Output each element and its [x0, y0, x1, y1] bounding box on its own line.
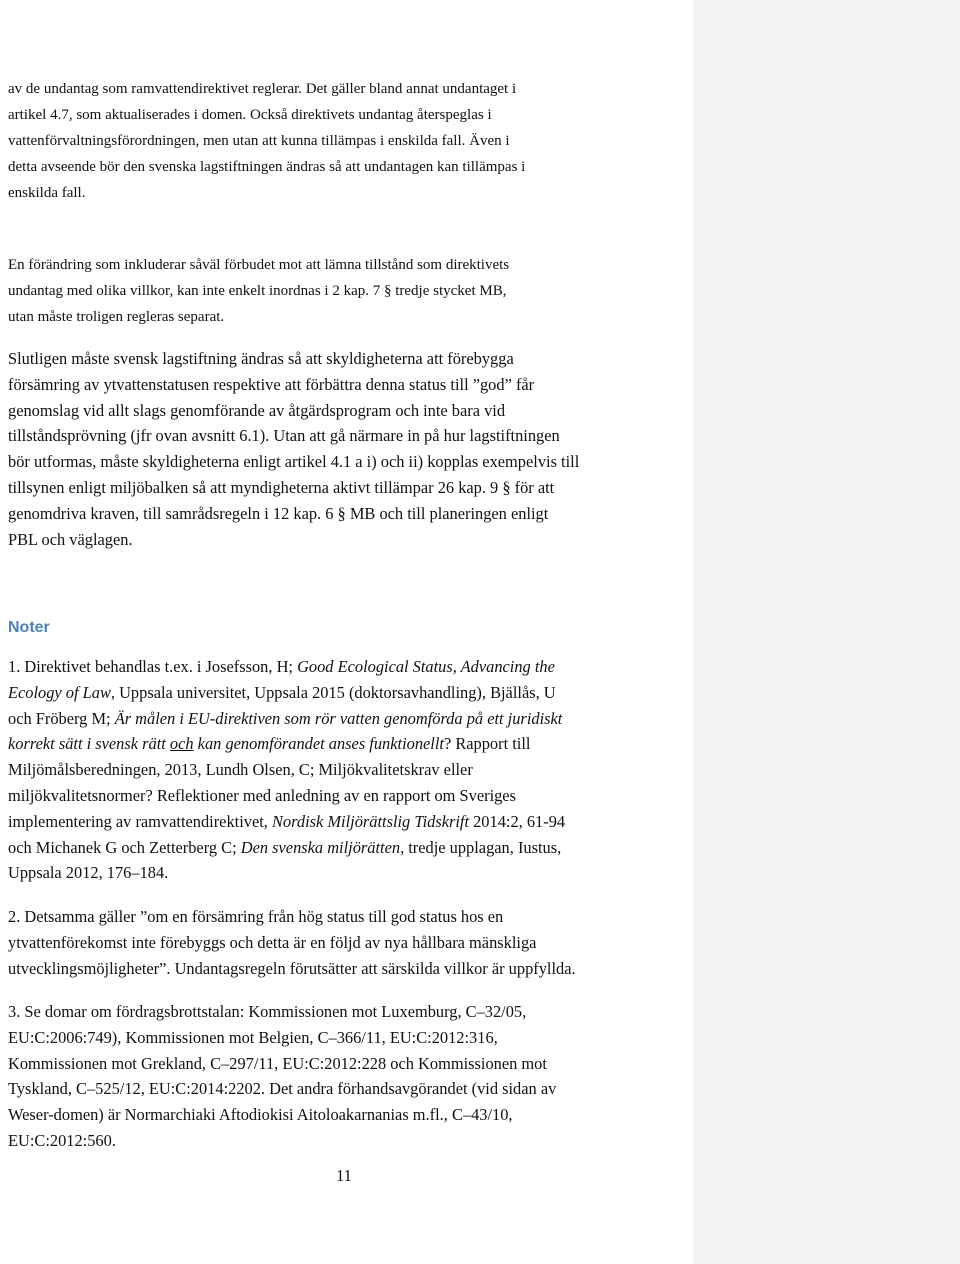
text-line: tillståndsprövning (jfr ovan avsnitt 6.1). Utan att gå närmare in på hur lagstiftningen	[8, 426, 560, 446]
text-line: ytvattenförekomst inte förebyggs och detta är en följd av nya hållbara mänskliga	[8, 932, 537, 952]
footnote-2	[8, 904, 693, 981]
text-line: PBL och väglagen.	[8, 529, 133, 549]
cited-title: Den svenska miljörätten	[240, 837, 401, 857]
text-run: , tredje upplagan, Iustus,	[400, 837, 562, 857]
text-run: 1. Direktivet behandlas t.ex. i Josefsson, H;	[8, 657, 298, 676]
body-paragraph-3	[8, 346, 693, 552]
text-run: ? Rapport till	[443, 734, 531, 754]
text-line: En förändring som inkluderar såväl förbudet mot att lämna tillstånd som direktivets	[8, 257, 510, 273]
cited-title: Ecology of Law	[8, 682, 111, 702]
footnote-1	[8, 654, 693, 886]
text-line	[8, 835, 693, 861]
text-line: tillsynen enligt miljöbalken så att myndigheterna aktivt tillämpar 26 kap. 9 § för att	[8, 477, 555, 497]
text-line: Uppsala 2012, 176–184.	[8, 863, 169, 883]
text-line: vattenförvaltningsförordningen, men utan att kunna tillämpas i enskilda fall. Även i	[8, 133, 510, 149]
body-paragraph-2	[8, 252, 688, 330]
comment-markup-pane	[693, 0, 960, 1264]
text-run: , Uppsala universitet, Uppsala 2015 (doktorsavhandling), Bjällås, U	[110, 682, 556, 702]
text-line: Kommissionen mot Grekland, C–297/11, EU:C:2012:228 och Kommissionen mot	[8, 1053, 547, 1073]
text-line: 2. Detsamma gäller ”om en försämring från hög status till god status hos en	[8, 907, 504, 926]
text-line: Slutligen måste svensk lagstiftning ändras så att skyldigheterna att förebygga	[8, 349, 514, 368]
text-line: enskilda fall.	[8, 185, 86, 201]
text-line: utan måste troligen regleras separat.	[8, 309, 225, 325]
text-line	[8, 706, 693, 732]
text-line: 3. Se domar om fördragsbrottstalan: Kommissionen mot Luxemburg, C–32/05,	[8, 1002, 527, 1021]
text-line	[8, 654, 693, 680]
cited-title: Är målen i EU-direktiven som rör vatten genomförda på ett juridiskt	[114, 708, 563, 728]
footnote-3	[8, 999, 693, 1154]
cited-title: korrekt sätt i svensk rätt	[8, 734, 170, 754]
text-line: av de undantag som ramvattendirektivet reglerar. Det gäller bland annat undantaget i	[8, 81, 517, 97]
text-line: utvecklingsmöjligheter”. Undantagsregeln förutsätter att särskilda villkor är uppfyllda.	[8, 958, 576, 978]
text-line: artikel 4.7, som aktualiserades i domen. Också direktivets undantag återspeglas i	[8, 107, 492, 123]
body-paragraph-1	[8, 76, 688, 206]
text-run: och Michanek G och Zetterberg C;	[8, 837, 241, 857]
text-line: Weser-domen) är Normarchiaki Aftodiokisi Aitoloakarnanias m.fl., C–43/10,	[8, 1105, 513, 1125]
text-line: bör utformas, måste skyldigheterna enligt artikel 4.1 a i) och ii) kopplas exempelvis till	[8, 452, 580, 472]
text-line: genomdriva kraven, till samrådsregeln i 12 kap. 6 § MB och till planeringen enligt	[8, 503, 549, 523]
text-run: 2014:2, 61-94	[469, 811, 566, 831]
text-line: genomslag vid allt slags genomförande av åtgärdsprogram och inte bara vid	[8, 400, 506, 420]
page-number: 11	[336, 1166, 352, 1185]
text-line	[8, 731, 693, 757]
text-line	[8, 680, 693, 706]
text-line: försämring av ytvattenstatusen respektive att förbättra denna status till ”god” får	[8, 374, 535, 394]
text-line	[8, 809, 693, 835]
text-line: detta avseende bör den svenska lagstiftningen ändras så att undantagen kan tillämpas i	[8, 159, 526, 175]
text-line: EU:C:2012:560.	[8, 1130, 116, 1150]
text-run: och Fröberg M;	[8, 708, 115, 728]
text-line: miljökvalitetsnormer? Reflektioner med anledning av en rapport om Sveriges	[8, 785, 516, 805]
text-line: EU:C:2006:749), Kommissionen mot Belgien, C–366/11, EU:C:2012:316,	[8, 1027, 498, 1047]
notes-heading: Noter	[8, 619, 50, 636]
text-line: undantag med olika villkor, kan inte enkelt inordnas i 2 kap. 7 § tredje stycket MB,	[8, 283, 507, 299]
cited-title: kan genomförandet anses funktionellt	[193, 734, 444, 754]
cited-title: Good Ecological Status, Advancing the	[297, 657, 555, 676]
text-run: implementering av ramvattendirektivet,	[8, 811, 272, 831]
underlined-word: och	[169, 734, 194, 754]
text-line: Tyskland, C–525/12, EU:C:2014:2202. Det andra förhandsavgörandet (vid sidan av	[8, 1079, 557, 1099]
text-line: Miljömålsberedningen, 2013, Lundh Olsen, C; Miljökvalitetskrav eller	[8, 760, 473, 780]
cited-title: Nordisk Miljörättslig Tidskrift	[271, 811, 470, 831]
